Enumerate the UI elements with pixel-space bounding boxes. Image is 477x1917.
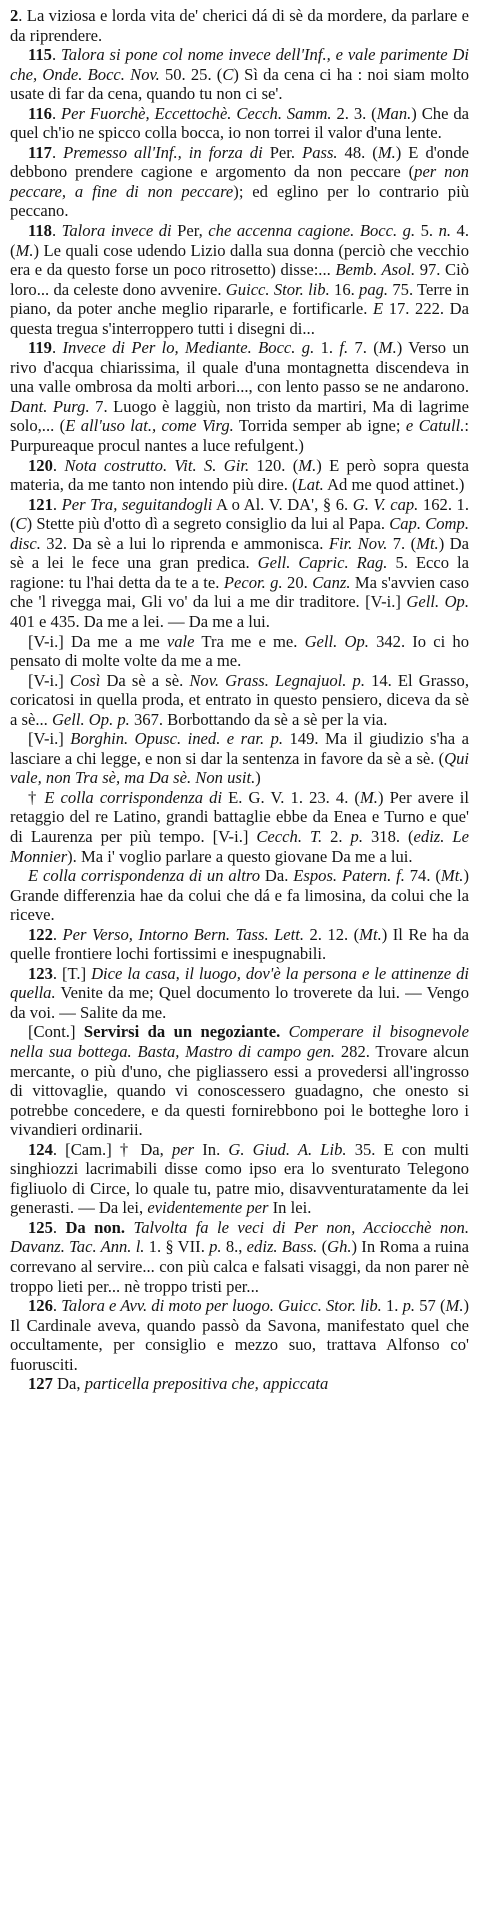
entry-paragraph xyxy=(10,866,469,925)
italic-text: Espos. Patern. f. xyxy=(293,866,405,886)
italic-text: Gh. xyxy=(327,1237,352,1257)
body-text: 401 e 435. Da me a lei. — Da me a lui. xyxy=(10,611,270,631)
italic-text: Pecor. g. xyxy=(223,572,283,592)
body-text: † xyxy=(28,787,45,807)
entry-number: 121 xyxy=(28,494,53,514)
body-text: 282. Trovare alcun mercante, o più d'uno, che pigliassero essi a provedersi all'ingrosso di vittovaglie, quando vi conoscessero guadagno, che onesto si potrebbe concedere, e da questi fornirebbono poi le botteghe loro i vivandieri ordinarii. xyxy=(10,1041,470,1140)
italic-text: E xyxy=(372,299,384,319)
italic-text: che accenna cagione. Bocc. g. xyxy=(208,221,416,241)
body-text: . xyxy=(51,221,62,241)
italic-text: pag. xyxy=(359,279,389,299)
body-text: Per. xyxy=(262,142,303,162)
body-text: 35. E con multi singhiozzi lacrimabili disse como ipso era lo sventurato Telegono figliuolo di Circe, lo quale tu, patre mio, disavventuratamente da lei generasti. — Da lei, xyxy=(10,1139,470,1218)
entry-paragraph xyxy=(10,338,469,455)
italic-text: Cecch. T. xyxy=(256,826,323,846)
italic-text: Comperare il bisognevole nella sua bottega. Basta, Mastro di campo gen. xyxy=(10,1022,469,1061)
body-text: ). Ma i' voglio parlare a questo giovane Da me a lui. xyxy=(67,846,413,866)
italic-text: Lat. xyxy=(297,475,324,495)
body-text: ) In Roma a ruina correvano al servire... con più calca e falsati visaggi, da non parer nè troppo lieti per... nè troppo tristi per... xyxy=(10,1237,469,1296)
body-text: A o Al. V. DA', § 6. xyxy=(212,494,353,514)
body-text: 48. ( xyxy=(337,142,378,162)
body-text xyxy=(280,1022,288,1041)
body-text: Da sè a sè. xyxy=(100,670,190,690)
entry-paragraph xyxy=(10,6,469,45)
entry-number: Da non. xyxy=(65,1217,126,1237)
body-text: [Cont.] xyxy=(28,1022,84,1042)
body-text: ) Stette più d'otto dì a segreto consiglio da lui al Papa. xyxy=(26,514,390,534)
body-text: ( xyxy=(317,1237,328,1257)
italic-text: Fir. Nov. xyxy=(328,533,388,553)
entry-paragraph xyxy=(10,495,469,632)
italic-text: Qui vale, non Tra sè, ma Da sè. Non usit. xyxy=(10,748,469,788)
italic-text: M. xyxy=(377,142,396,162)
italic-text: vale xyxy=(166,631,195,651)
italic-text: Man. xyxy=(376,103,412,123)
body-text: 4. ( xyxy=(10,221,469,260)
entry-paragraph xyxy=(10,1296,469,1374)
italic-text: p. xyxy=(350,826,363,846)
italic-text: M. xyxy=(15,240,34,260)
body-text: . xyxy=(52,1217,66,1237)
italic-text: C xyxy=(222,64,234,84)
entry-paragraph xyxy=(10,45,469,104)
body-text: 75. Terre in piano, da poter anche meglio ripararle, e fortificarle. xyxy=(10,279,469,319)
body-text: 318. ( xyxy=(362,826,414,846)
italic-text: Così xyxy=(69,670,101,690)
italic-text: Premesso all'Inf., in forza di xyxy=(63,142,263,162)
entry-number: 119 xyxy=(28,338,52,358)
body-text: 57 ( xyxy=(415,1296,446,1316)
entry-paragraph xyxy=(10,104,469,143)
body-text: 2. xyxy=(322,826,351,846)
body-text: 162. 1. ( xyxy=(10,494,469,534)
italic-text: G. Giud. A. Lib. xyxy=(228,1139,347,1159)
body-text: 97. Ciò loro... da celeste dono avvenire. xyxy=(10,260,469,299)
body-text: 17. 222. Da questa tregua s'interroppero tutti i disegni di... xyxy=(10,299,469,338)
italic-text: p. xyxy=(402,1296,416,1316)
italic-text: Nota costrutto. Vit. S. Gir. xyxy=(64,455,250,475)
italic-text: particella prepositiva che, appiccata xyxy=(84,1374,329,1394)
entry-paragraph xyxy=(10,143,469,221)
entry-paragraph xyxy=(10,632,469,671)
entry-number: 116 xyxy=(28,103,52,123)
italic-text: ediz. Le Monnier xyxy=(10,826,469,866)
body-text: ) Sì da cena ci ha : noi siam molto usate di far da cena, quando tu non ci se'. xyxy=(10,64,469,104)
body-text: [V-i.] xyxy=(28,729,71,749)
entry-paragraph xyxy=(10,1218,469,1296)
italic-text: Invece di Per lo, Mediante. Bocc. g. xyxy=(62,338,315,358)
italic-text: Canz. xyxy=(312,572,351,592)
body-text: : Purpureaque procul nantes a luce refulgent.) xyxy=(10,416,469,456)
italic-text: Talora si pone col nome invece dell'Inf., e vale parimente Di che, Onde. Bocc. Nov. xyxy=(10,45,470,84)
body-text: . xyxy=(52,455,65,475)
body-text: In. xyxy=(194,1139,229,1159)
italic-text: f. xyxy=(339,338,349,358)
body-text: . xyxy=(51,45,61,65)
body-text: 2. 12. ( xyxy=(304,924,360,944)
body-text: . xyxy=(52,1296,62,1316)
italic-text: Per Fuorchè, Eccettochè. Cecch. Samm. xyxy=(61,103,332,123)
body-text: 5. xyxy=(415,221,439,241)
entry-number: 126 xyxy=(28,1296,53,1316)
italic-text: Guicc. Stor. lib. xyxy=(225,279,330,299)
italic-text: M. xyxy=(359,787,378,807)
body-text: Da. xyxy=(260,866,294,886)
italic-text: per xyxy=(171,1139,195,1159)
entry-number: 118 xyxy=(28,221,52,241)
body-text: ) Da sè a lei le fece una gran predica. xyxy=(10,533,469,573)
entry-number: 127 xyxy=(28,1374,53,1394)
italic-text: M. xyxy=(445,1296,464,1316)
body-text: Torrida semper ab igne; xyxy=(233,416,406,436)
body-text: ) xyxy=(255,768,261,788)
entry-paragraph xyxy=(10,925,469,964)
italic-text: e Catull. xyxy=(405,416,465,436)
entry-number: 122 xyxy=(28,924,53,944)
italic-text: Bemb. Asol. xyxy=(335,260,416,280)
italic-text: per non peccare, a fine di non peccare xyxy=(10,162,469,201)
entry-number: 120 xyxy=(28,455,53,475)
body-text: . xyxy=(51,142,64,162)
body-text: 8., xyxy=(221,1237,247,1257)
entry-number: 115 xyxy=(28,45,52,65)
body-text: Ad me quod attinet.) xyxy=(323,475,465,495)
italic-text: n. xyxy=(438,221,452,241)
italic-text: Nov. Grass. Legnajuol. p. xyxy=(189,670,365,690)
italic-text: ediz. Bass. xyxy=(246,1237,318,1257)
entry-paragraph xyxy=(10,221,469,338)
italic-text: Pass. xyxy=(302,142,338,162)
italic-text: Gell. Op. p. xyxy=(51,709,130,729)
body-text: [V-i.] xyxy=(28,670,70,690)
entry-paragraph xyxy=(10,456,469,495)
entry-number: 123 xyxy=(28,963,53,983)
italic-text: p. xyxy=(209,1237,222,1257)
entry-paragraph xyxy=(10,671,469,730)
body-text: 20. xyxy=(282,572,313,592)
body-text: 342. Io ci ho pensato di molte volte da me a me. xyxy=(10,631,470,671)
entry-number: 124 xyxy=(28,1139,53,1159)
italic-text: E colla corrispondenza di un altro xyxy=(28,866,261,886)
italic-text: E colla corrispondenza di xyxy=(44,787,223,807)
body-text: 32. Da sè a lui lo riprenda e ammonisca. xyxy=(40,533,329,553)
entry-number: 125 xyxy=(28,1217,53,1237)
italic-text: Gell. Op. xyxy=(406,592,469,612)
body-text: 5. Ecco la ragione: tu l'hai detta da te a te. xyxy=(10,553,470,592)
entry-number: 117 xyxy=(28,142,52,162)
body-text: ) Le quali cose udendo Lizio dalla sua donna (perciò che vecchio era e da questo forse un poco ritrosetto) disse:... xyxy=(10,240,469,280)
body-text: [V-i.] Da me a me xyxy=(28,631,167,651)
body-text: 1. xyxy=(381,1296,403,1316)
entry-paragraph xyxy=(10,1022,469,1139)
body-text: 7. ( xyxy=(387,533,417,553)
body-text: Venite da me; Quel documento lo troverete da lui. — Vengo da voi. — Salite da me. xyxy=(10,983,469,1022)
italic-text: E all'uso lat., come Virg. xyxy=(65,416,234,436)
italic-text: Dant. Purg. xyxy=(10,396,90,416)
entry-paragraph xyxy=(10,1140,469,1218)
entry-number: Servirsi da un negoziante. xyxy=(83,1022,281,1042)
body-text: 367. Borbottando da sè a sè per la via. xyxy=(129,709,388,729)
italic-text: evidentemente per xyxy=(147,1198,269,1218)
body-text: ); ed eglino per lo contrario più peccano. xyxy=(10,181,470,221)
body-text: Ma s'avvien caso che 'l rivegga mai, Gli vo' da lui a me dir traditore. [V-i.] xyxy=(10,572,470,612)
body-text: ) Che da quel ch'io ne spicco colla bocca, io non torrei il valor d'una lente. xyxy=(10,103,469,143)
body-text: 14. El Grasso, coricatosi in quella proda, et entrato in questo pensiero, diceva da sè a sè... xyxy=(10,670,470,729)
body-text: Per, xyxy=(171,221,209,241)
italic-text: Mt. xyxy=(416,533,439,553)
entry-paragraph xyxy=(10,729,469,788)
body-text: ) Per avere il retaggio del re Latino, grandi battaglie ebbe da Enea e Turno e que' di Laurenza per più tempo. [V-i.] xyxy=(10,787,470,846)
italic-text: Mt. xyxy=(440,866,464,886)
body-text: ) Verso un rivo d'acqua chiarissima, il quale d'una montagnetta discendeva in una valle ombrosa da molti arbori..., con lento passo se ne andarono. xyxy=(10,338,470,397)
body-text: E. G. V. 1. 23. 4. ( xyxy=(222,787,360,807)
body-text: ) Il Cardinale aveva, quando passò da Savona, manifestato quel che occultamente, per consiglio e mezzo suo, trattava Alfonso co' fuorusciti. xyxy=(10,1296,470,1374)
body-text: . La viziosa e lorda vita de' cherici dá di sè da mordere, da parlare e da riprendere. xyxy=(10,6,469,45)
body-text: 16. xyxy=(329,279,360,299)
body-text: ) E d'onde debbono prendere cagione e argomento da non peccare ( xyxy=(10,142,469,182)
italic-text: G. V. cap. xyxy=(352,494,419,514)
italic-text: Dice la casa, il luogo, dov'è la persona e le attinenze di quella. xyxy=(10,963,469,1003)
entry-paragraph xyxy=(10,788,469,866)
body-text: 1. xyxy=(314,338,340,358)
entry-paragraph xyxy=(10,964,469,1023)
italic-text: Talora e Avv. di moto per luogo. Guicc. Stor. lib. xyxy=(61,1296,382,1316)
italic-text: Mt. xyxy=(359,924,382,944)
body-text: . xyxy=(51,338,63,358)
body-text: . xyxy=(52,924,63,944)
italic-text: Talora invece di xyxy=(61,221,172,241)
body-text: Tra me e me. xyxy=(194,631,305,651)
body-text: ) E però sopra questa materia, da me tanto non intendo più dire. ( xyxy=(10,455,469,495)
body-text: . xyxy=(51,103,62,123)
body-text: 74. ( xyxy=(404,866,441,886)
body-text: 7. Luogo è laggiù, non tristo da martiri, Ma di lagrime solo,... ( xyxy=(10,396,469,436)
body-text: 120. ( xyxy=(249,455,299,475)
body-text: 7. ( xyxy=(348,338,379,358)
entry-paragraph xyxy=(10,1374,469,1394)
body-text: 1. § VII. xyxy=(144,1237,210,1257)
body-text: Da, xyxy=(52,1374,85,1394)
body-text: 2. 3. ( xyxy=(331,103,377,123)
italic-text: Gell. Op. xyxy=(304,631,369,651)
italic-text: C xyxy=(15,514,27,534)
body-text: ) Grande differenzia hae da colui che dá e fa limosina, da colui che la riceve. xyxy=(10,866,469,925)
body-text: 50. 25. ( xyxy=(159,64,223,84)
body-text: . [T.] xyxy=(52,963,92,983)
italic-text: Borghin. Opusc. ined. e rar. p. xyxy=(70,729,284,749)
italic-text: M. xyxy=(378,338,397,358)
italic-text: M. xyxy=(298,455,317,475)
entry-number: 2 xyxy=(10,6,19,25)
body-text: ) Il Re ha da quelle frontiere lochi fortissimi e inespugnabili. xyxy=(10,924,470,964)
body-text: . xyxy=(52,494,62,514)
italic-text: Cap. Comp. disc. xyxy=(10,514,469,553)
italic-text: Per Verso, Intorno Bern. Tass. Lett. xyxy=(62,924,305,944)
italic-text: Per Tra, seguitandogli xyxy=(61,494,213,514)
body-text: In lei. xyxy=(268,1198,312,1218)
body-text: . [Cam.] † Da, xyxy=(52,1139,172,1159)
body-text: 149. Ma il giudizio s'ha a lasciare a chi legge, e non si dar la sentenza in favore da sè a sè. ( xyxy=(10,729,469,768)
italic-text: Gell. Capric. Rag. xyxy=(257,553,388,573)
italic-text: Talvolta fa le veci di Per non, Acciocchè non. Davanz. Tac. Ann. l. xyxy=(10,1217,469,1257)
